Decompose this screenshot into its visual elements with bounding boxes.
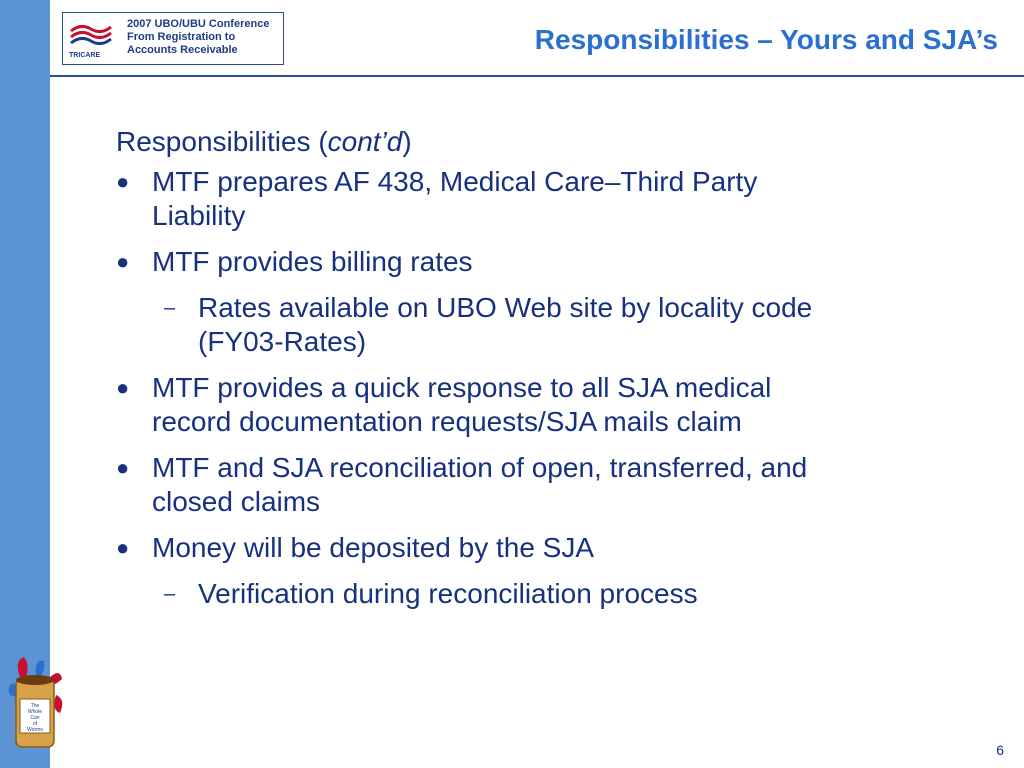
bullet-dot-icon: ● [116, 375, 130, 400]
bullet-item [116, 245, 976, 279]
bullet-dot-icon: ● [116, 455, 130, 480]
dash-icon: – [164, 583, 176, 605]
mascot-label-1: The [30, 703, 40, 709]
logo-text [127, 18, 269, 57]
bullet-text: MTF provides a quick response to all SJA medical [152, 372, 772, 403]
intro-line [116, 125, 976, 159]
logo-line-1: 2007 UBO/UBU Conference [127, 18, 270, 30]
can-of-worms-mascot-icon [6, 655, 66, 753]
bullet-text: closed claims [152, 486, 321, 517]
bullet-text: Money will be deposited by the SJA [152, 532, 595, 563]
bullet-text: MTF prepares AF 438, Medical Care–Third Party [152, 166, 758, 197]
bullet-text: record documentation requests/SJA mails claim [152, 406, 742, 437]
intro-italic: cont’d [327, 126, 403, 157]
logo-line-2: From Registration to [127, 31, 236, 43]
title-underline [50, 75, 1024, 77]
conference-logo [62, 12, 284, 65]
bullet-text: Liability [152, 200, 246, 231]
intro-text: Responsibilities ( [116, 126, 328, 157]
bullet-list [116, 165, 976, 611]
page-number: 6 [996, 742, 1004, 758]
mascot-label-2: Whole [27, 709, 43, 715]
bullet-dot-icon: ● [116, 535, 130, 560]
bullet-dot-icon: ● [116, 169, 130, 194]
dash-icon: – [164, 297, 176, 319]
bullet-item [116, 371, 976, 439]
mascot-label-5: Worms [27, 727, 43, 733]
bullet-item [116, 451, 976, 519]
bullet-item [116, 165, 976, 233]
logo-brand-text: TRICARE [69, 52, 101, 59]
bullet-text: Verification during reconciliation process [198, 578, 698, 609]
bullet-text: (FY03-Rates) [198, 326, 367, 357]
logo-line-3: Accounts Receivable [127, 44, 238, 56]
tricare-logo-icon [67, 17, 119, 59]
left-sidebar-stripe [0, 0, 50, 768]
slide-body [116, 125, 976, 623]
mascot-label-4: of [32, 721, 38, 727]
sub-bullet-item [116, 291, 976, 359]
intro-close: ) [402, 126, 412, 157]
bullet-text: Rates available on UBO Web site by locality code [198, 292, 813, 323]
slide-title: Responsibilities – Yours and SJA’s [534, 24, 998, 55]
mascot-label-3: Can [30, 715, 40, 721]
bullet-dot-icon: ● [116, 249, 130, 274]
bullet-text: MTF provides billing rates [152, 246, 473, 277]
sub-bullet-item [116, 577, 976, 611]
bullet-text: MTF and SJA reconciliation of open, transferred, and [152, 452, 808, 483]
bullet-item [116, 531, 976, 565]
